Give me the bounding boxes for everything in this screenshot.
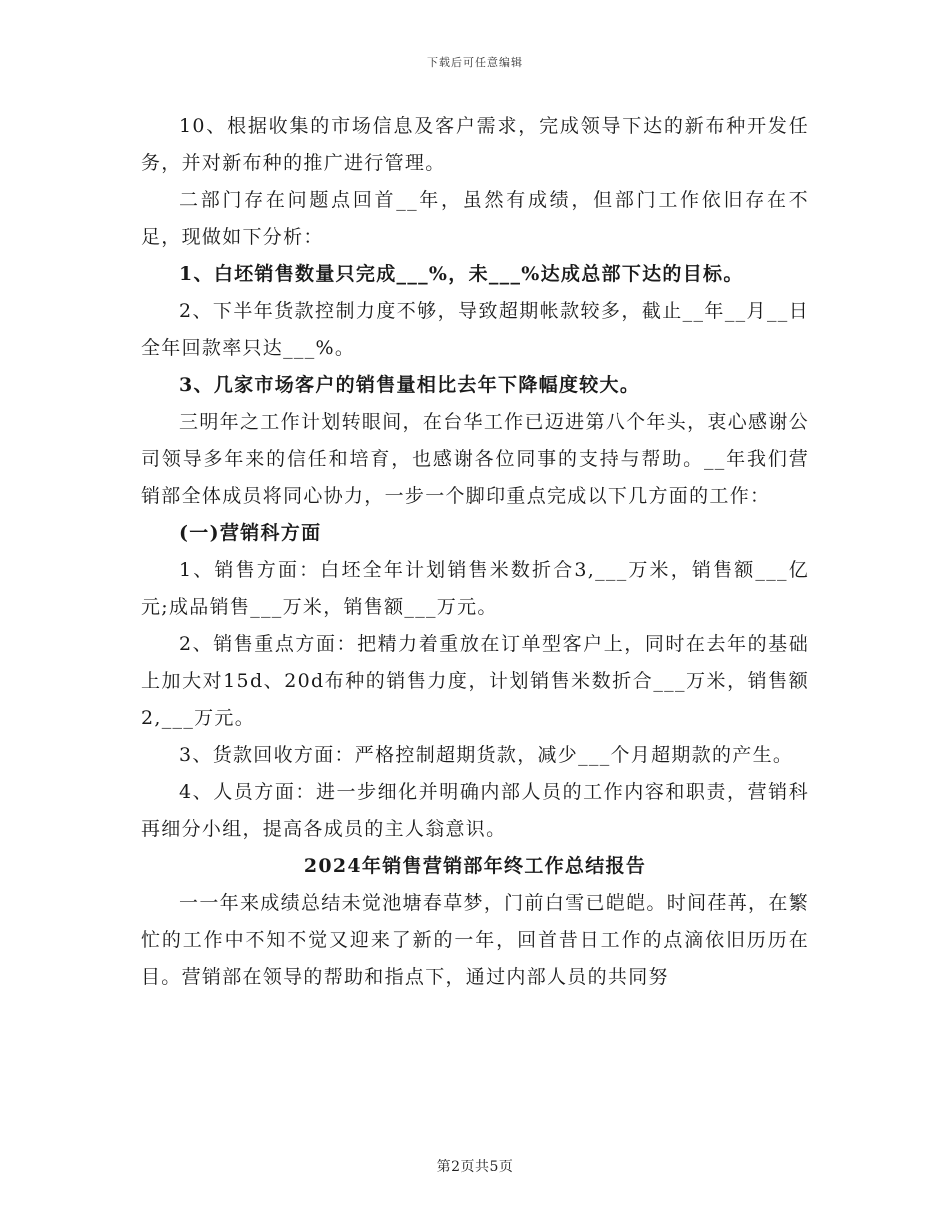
paragraph-personnel: 4、人员方面：进一步细化并明确内部人员的工作内容和职责，营销科再细分小组，提高各成员的主人翁意识。 (141, 781, 809, 840)
paragraph-sales-plan: 1、销售方面：白坯全年计划销售米数折合3,___万米，销售额___亿元;成品销售___万米，销售额___万元。 (141, 559, 809, 618)
page-header: 下载后可任意编辑 (427, 56, 523, 69)
paragraph-greige-sales-target: 1、白坯销售数量只完成___%，未___%达成总部下达的目标。 (179, 263, 744, 285)
paragraph-market-decline: 3、几家市场客户的销售量相比去年下降幅度较大。 (179, 374, 641, 396)
page-footer: 第2页共5页 (436, 1159, 514, 1175)
paragraph-next-year-plan: 三明年之工作计划转眼间，在台华工作已迈进第八个年头，衷心感谢公司领导多年来的信任和培育，也感谢各位同事的支持与帮助。__年我们营销部全体成员将同心协力，一步一个脚印重点完成以下几方面的工作： (141, 411, 809, 507)
paragraph-year-summary: 一一年来成绩总结未觉池塘春草梦，门前白雪已皑皑。时间荏苒，在繁忙的工作中不知不觉又迎来了新的一年，回首昔日工作的点滴依旧历历在目。营销部在领导的帮助和指点下，通过内部人员的共同努 (141, 892, 809, 988)
paragraph-new-fabric-task: 10、根据收集的市场信息及客户需求，完成领导下达的新布种开发任务，并对新布种的推广进行管理。 (141, 115, 809, 174)
report-title: 2024年销售营销部年终工作总结报告 (303, 855, 647, 877)
paragraph-department-problems: 二部门存在问题点回首__年，虽然有成绩，但部门工作依旧存在不足，现做如下分析： (141, 189, 809, 248)
paragraph-payment-collection: 3、货款回收方面：严格控制超期货款，减少___个月超期款的产生。 (179, 744, 794, 766)
document-body (141, 108, 809, 996)
paragraph-payment-control: 2、下半年货款控制力度不够，导致超期帐款较多，截止__年__月__日全年回款率只达___%。 (141, 300, 809, 359)
paragraph-sales-focus: 2、销售重点方面：把精力着重放在订单型客户上，同时在去年的基础上加大对15d、20d布种的销售力度，计划销售米数折合___万米，销售额2,___万元。 (141, 633, 809, 729)
section-heading-marketing: (一)营销科方面 (179, 522, 322, 544)
